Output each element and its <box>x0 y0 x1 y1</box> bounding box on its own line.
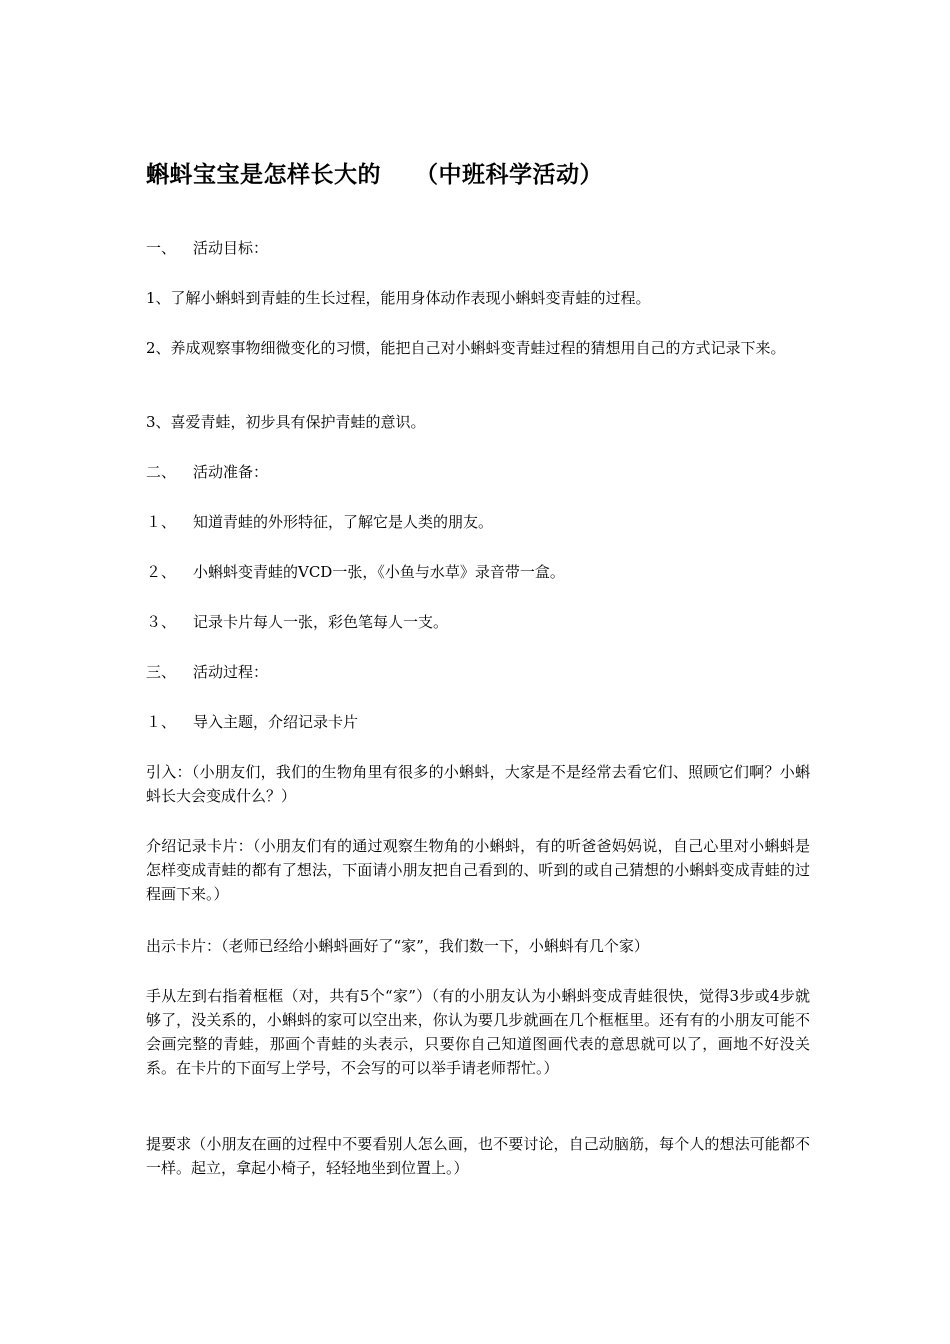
item-number: ３、 <box>146 613 177 631</box>
section-title: 活动准备： <box>193 463 269 481</box>
paragraph-intro: 引入：（小朋友们，我们的生物角里有很多的小蝌蚪，大家是不是经常去看它们、照顾它们啊？小蝌蚪长大会变成什么？） <box>146 763 810 805</box>
section-title: 活动目标： <box>193 239 269 257</box>
section-heading-process <box>146 660 810 684</box>
section-number: 二、 <box>146 463 177 481</box>
item-number: ２、 <box>146 563 177 581</box>
item-number: １、 <box>146 713 177 731</box>
title-subtitle: （中班科学活动） <box>415 162 603 188</box>
item-number: １、 <box>146 513 177 531</box>
item-text: 记录卡片每人一张，彩色笔每人一支。 <box>193 613 449 631</box>
document-title <box>146 156 603 189</box>
paragraph-card-intro: 介绍记录卡片：（小朋友们有的通过观察生物角的小蝌蚪，有的听爸爸妈妈说，自己心里对小蝌蚪是怎样变成青蛙的都有了想法，下面请小朋友把自己看到的、听到的或自己猜想的小蝌蚪变成青蛙的过程画下来。） <box>146 837 810 903</box>
item-text: 知道青蛙的外形特征，了解它是人类的朋友。 <box>193 513 494 531</box>
prep-item <box>146 510 810 534</box>
goal-item: 1、了解小蝌蚪到青蛙的生长过程，能用身体动作表现小蝌蚪变青蛙的过程。 <box>146 289 651 307</box>
prep-item <box>146 610 810 634</box>
goal-item: 2、养成观察事物细微变化的习惯，能把自己对小蝌蚪变青蛙过程的猜想用自己的方式记录下来。 <box>146 339 786 357</box>
goal-item: 3、喜爱青蛙，初步具有保护青蛙的意识。 <box>146 413 426 431</box>
process-step <box>146 710 810 734</box>
paragraph-point-boxes: 手从左到右指着框框（对，共有5个“家”）（有的小朋友认为小蝌蚪变成青蛙很快，觉得3步或4步就够了，没关系的，小蝌蚪的家可以空出来，你认为要几步就画在几个框框里。还有有的小朋友可能不会画完整的青蛙，那画个青蛙的头表示，只要你自己知道图画代表的意思就可以了，画地不好没关系。在卡片的下面写上学号，不会写的可以举手请老师帮忙。） <box>146 987 810 1077</box>
section-heading-prep <box>146 460 810 484</box>
section-heading-goals <box>146 236 810 260</box>
prep-item <box>146 560 810 584</box>
item-text: 导入主题，介绍记录卡片 <box>193 713 359 731</box>
paragraph-requirements: 提要求（小朋友在画的过程中不要看别人怎么画，也不要讨论，自己动脑筋，每个人的想法可能都不一样。起立，拿起小椅子，轻轻地坐到位置上。） <box>146 1135 810 1177</box>
section-title: 活动过程： <box>193 663 269 681</box>
paragraph-show-card: 出示卡片：（老师已经给小蝌蚪画好了“家”，我们数一下，小蝌蚪有几个家） <box>146 937 649 955</box>
section-number: 三、 <box>146 663 177 681</box>
section-number: 一、 <box>146 239 177 257</box>
title-main: 蝌蚪宝宝是怎样长大的 <box>146 162 381 188</box>
item-text: 小蝌蚪变青蛙的VCD一张，《小鱼与水草》录音带一盒。 <box>193 563 565 581</box>
